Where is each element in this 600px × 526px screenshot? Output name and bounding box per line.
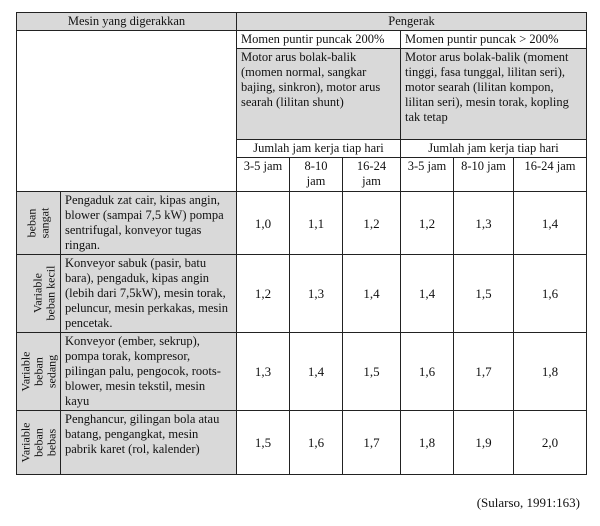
value-cell: 1,8 — [401, 411, 454, 475]
hours-header-b: Jumlah jam kerja tiap hari — [401, 140, 587, 158]
machine-header: Mesin yang digerakkan — [17, 13, 237, 31]
category-line: Variable — [17, 422, 32, 462]
table-row — [17, 192, 587, 255]
hours-header-a: Jumlah jam kerja tiap hari — [237, 140, 401, 158]
value-cell: 1,3 — [454, 192, 514, 255]
value-cell: 1,6 — [514, 255, 587, 333]
value-cell: 1,5 — [454, 255, 514, 333]
torque-row — [17, 31, 587, 49]
service-factor-table-container — [16, 12, 586, 475]
value-cell: 1,1 — [290, 192, 343, 255]
hours-a-1: 3-5 jam — [237, 158, 290, 192]
hours-b-1: 3-5 jam — [401, 158, 454, 192]
value-cell: 1,3 — [237, 333, 290, 411]
category-cell — [17, 411, 61, 475]
hours-b-2: 8-10 jam — [454, 158, 514, 192]
torque-b: Momen puntir puncak > 200% — [401, 31, 587, 49]
category-cell — [17, 192, 61, 255]
value-cell: 1,2 — [343, 192, 401, 255]
value-cell: 1,4 — [290, 333, 343, 411]
category-line: beban kecil — [43, 265, 58, 321]
hours-a-3: 16-24 jam — [343, 158, 401, 192]
machines-cell: Konveyor (ember, sekrup), pompa torak, kompresor, pilingan palu, pengocok, roots-blower, mesin tekstil, mesin kayu — [61, 333, 237, 411]
value-cell: 1,6 — [401, 333, 454, 411]
value-cell: 1,8 — [514, 333, 587, 411]
value-cell: 1,5 — [237, 411, 290, 475]
value-cell: 1,2 — [237, 255, 290, 333]
motor-b: Motor arus bolak-balik (moment tinggi, fasa tunggal, lilitan seri), motor searah (lilitan kompon, lilitan seri), mesin torak, kopling tak tetap — [401, 49, 587, 140]
header-row — [17, 13, 587, 31]
value-cell: 1,6 — [290, 411, 343, 475]
table-row — [17, 333, 587, 411]
service-factor-table — [16, 12, 587, 475]
value-cell: 1,9 — [454, 411, 514, 475]
value-cell: 1,2 — [401, 192, 454, 255]
value-cell: 1,3 — [290, 255, 343, 333]
category-line: sedang — [43, 354, 58, 388]
value-cell: 1,5 — [343, 333, 401, 411]
value-cell: 1,4 — [343, 255, 401, 333]
category-line: bebas — [43, 428, 58, 456]
machines-cell: Penghancur, gilingan bola atau batang, pengangkat, mesin pabrik karet (rol, kalender) — [61, 411, 237, 475]
category-line: sangat — [37, 207, 52, 238]
source-caption: (Sularso, 1991:163) — [476, 495, 580, 510]
machines-cell: Pengaduk zat cair, kipas angin, blower (sampai 7,5 kW) pompa sentrifugal, konveyor tugas ringan. — [61, 192, 237, 255]
category-line: beban — [30, 427, 45, 457]
category-line: beban — [30, 356, 45, 386]
table-row — [17, 411, 587, 475]
category-line: beban — [24, 208, 39, 237]
motor-a: Motor arus bolak-balik (momen normal, sangkar bajing, sinkron), motor arus searah (lilitan shunt) — [237, 49, 401, 140]
value-cell: 1,4 — [401, 255, 454, 333]
category-line: Variable — [17, 351, 32, 391]
value-cell: 1,4 — [514, 192, 587, 255]
value-cell: 1,0 — [237, 192, 290, 255]
value-cell: 1,7 — [343, 411, 401, 475]
category-line: Variable — [30, 273, 45, 313]
hours-a-2: 8-10 jam — [290, 158, 343, 192]
category-cell — [17, 255, 61, 333]
blank-cell — [17, 31, 237, 192]
value-cell: 1,7 — [454, 333, 514, 411]
value-cell: 2,0 — [514, 411, 587, 475]
torque-a: Momen puntir puncak 200% — [237, 31, 401, 49]
table-row — [17, 255, 587, 333]
driver-header: Pengerak — [237, 13, 587, 31]
category-cell — [17, 333, 61, 411]
machines-cell: Konveyor sabuk (pasir, batu bara), pengaduk, kipas angin (lebih dari 7,5kW), mesin torak, peluncur, mesin perkakas, mesin pencetak. — [61, 255, 237, 333]
hours-b-3: 16-24 jam — [514, 158, 587, 192]
